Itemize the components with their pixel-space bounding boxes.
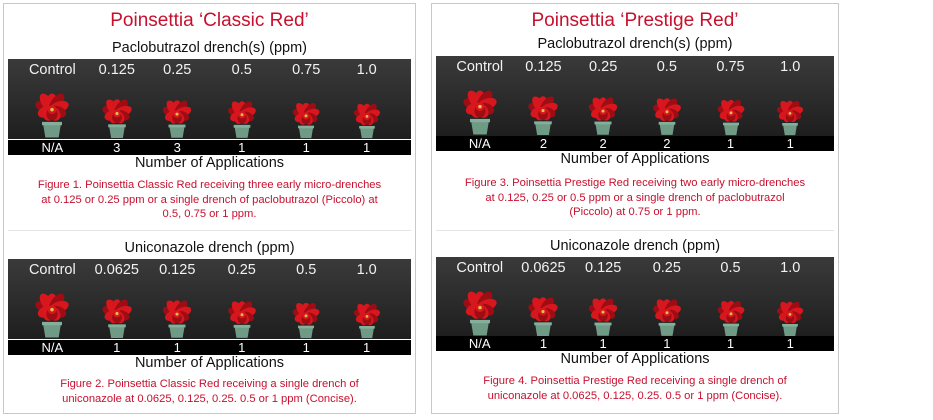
application-count: 2	[539, 136, 548, 151]
divider	[8, 230, 411, 231]
rate-label: 0.5	[720, 260, 741, 276]
rate-label: Control	[456, 59, 504, 75]
poinsettia-plant-image	[578, 293, 629, 337]
poinsettia-plant-image	[217, 96, 267, 139]
poinsettia-plant-image	[706, 296, 755, 337]
caption-line: Figure 4. Poinsettia Prestige Red receiving a single drench of	[483, 375, 787, 387]
figure-caption	[12, 178, 407, 222]
poinsettia-plant-image	[642, 93, 692, 136]
treatment-heading: Paclobutrazol drench(s) (ppm)	[537, 36, 733, 52]
treatment-heading: Paclobutrazol drench(s) (ppm)	[111, 40, 308, 56]
rate-label: 0.5	[656, 59, 677, 75]
application-count: N/A	[468, 136, 491, 151]
poinsettia-plant-image	[767, 297, 814, 337]
plant-photo	[8, 59, 411, 139]
applications-label: Number of Applications	[560, 151, 710, 167]
application-count: 1	[663, 336, 671, 351]
applications-label: Number of Applications	[134, 355, 285, 371]
plant-photo	[436, 56, 834, 136]
application-count: 1	[238, 340, 246, 355]
applications-bar	[436, 336, 834, 351]
rate-label: 0.5	[231, 62, 252, 78]
poinsettia-plant-image	[767, 96, 814, 136]
application-count: 1	[599, 336, 607, 351]
panel-title: Poinsettia ‘Classic Red’	[110, 10, 309, 31]
poinsettia-plant-image	[642, 294, 692, 337]
figure-caption	[440, 176, 830, 220]
rate-label: 0.25	[163, 62, 192, 78]
rate-label: 0.125	[98, 62, 135, 78]
poinsettia-plant-image	[517, 91, 570, 136]
panel-classic-red	[3, 3, 416, 414]
treatment-heading: Uniconazole drench (ppm)	[124, 240, 295, 256]
rate-label: 0.125	[585, 260, 622, 276]
rate-label: Control	[28, 62, 76, 78]
poinsettia-plant-image	[578, 92, 629, 136]
rate-label: 0.25	[589, 59, 618, 75]
poinsettia-plant-image	[282, 298, 331, 339]
plant-photo	[8, 259, 411, 339]
poinsettia-plant-image	[22, 87, 82, 139]
application-count: 1	[302, 140, 310, 155]
caption-line: (Piccolo) at 0.75 or 1 ppm.	[569, 206, 701, 218]
caption-line: at 0.125 or 0.25 ppm or a single drench of paclobutrazol (Piccolo) at	[41, 193, 378, 206]
poinsettia-plant-image	[90, 294, 143, 339]
poinsettia-plant-image	[152, 95, 203, 139]
rate-label: 0.0625	[94, 262, 139, 278]
poinsettia-plant-image	[217, 296, 267, 339]
application-count: N/A	[468, 336, 491, 351]
poinsettia-plant-image	[517, 292, 570, 337]
application-count: 2	[599, 136, 607, 151]
applications-label: Number of Applications	[134, 155, 285, 171]
poinsettia-plant-image	[706, 95, 755, 136]
application-count: 1	[786, 336, 794, 351]
applications-label: Number of Applications	[560, 351, 710, 367]
application-count: 3	[113, 140, 121, 155]
application-count: 1	[173, 340, 181, 355]
caption-line: Figure 2. Poinsettia Classic Red receiving a single drench of	[60, 378, 359, 390]
rate-label: 1.0	[356, 262, 377, 278]
caption-line: Figure 1. Poinsettia Classic Red receiving three early micro-drenches	[37, 179, 382, 191]
plant-photo	[436, 257, 834, 337]
poinsettia-plant-image	[450, 84, 510, 136]
application-count: 1	[238, 140, 246, 155]
application-count: 1	[363, 140, 371, 155]
application-count: 1	[726, 336, 735, 351]
application-count: 1	[539, 336, 548, 351]
divider	[436, 230, 834, 231]
caption-line: uniconazole at 0.0625, 0.125, 0.25. 0.5 or 1 ppm (Concise).	[62, 392, 357, 405]
poinsettia-plant-image	[90, 94, 143, 139]
rate-label: 1.0	[356, 62, 377, 78]
figure-caption	[12, 377, 407, 406]
rate-label: 0.25	[652, 260, 681, 276]
panel-prestige-red	[431, 3, 839, 414]
application-count: 3	[173, 140, 181, 155]
poinsettia-plant-image	[343, 99, 390, 139]
caption-line: 0.5, 0.75 or 1 ppm.	[162, 208, 257, 220]
treatment-heading: Uniconazole drench (ppm)	[549, 238, 721, 254]
poinsettia-plant-image	[152, 295, 203, 339]
rate-label: 1.0	[780, 59, 801, 75]
rate-label: Control	[456, 260, 504, 276]
applications-bar	[8, 340, 411, 355]
poinsettia-plant-image	[282, 98, 331, 139]
application-count: 1	[786, 136, 794, 151]
rate-label: 0.75	[292, 62, 321, 78]
poinsettia-plant-image	[343, 299, 390, 339]
panel-title: Poinsettia ‘Prestige Red’	[531, 10, 739, 31]
application-count: 1	[302, 340, 310, 355]
application-count: 1	[113, 340, 121, 355]
caption-line: Figure 3. Poinsettia Prestige Red receiving two early micro-drenches	[464, 177, 806, 189]
applications-bar	[8, 140, 411, 155]
rate-label: Control	[28, 262, 76, 278]
applications-bar	[436, 136, 834, 151]
rate-label: 0.75	[716, 59, 745, 75]
poinsettia-plant-image	[450, 285, 510, 337]
caption-line: at 0.125, 0.25 or 0.5 ppm or a single drench of paclobutrazol	[485, 191, 785, 204]
application-count: 1	[363, 340, 371, 355]
application-count: 1	[726, 136, 735, 151]
rate-label: 0.0625	[521, 260, 566, 276]
rate-label: 1.0	[780, 260, 801, 276]
rate-label: 0.125	[525, 59, 562, 75]
figure-caption	[440, 374, 830, 403]
poinsettia-plant-image	[22, 287, 82, 339]
caption-line: uniconazole at 0.0625, 0.125, 0.25. 0.5 or 1 ppm (Concise).	[487, 389, 783, 402]
application-count: N/A	[41, 140, 64, 155]
application-count: 2	[663, 136, 671, 151]
application-count: N/A	[41, 340, 64, 355]
rate-label: 0.25	[227, 262, 256, 278]
rate-label: 0.5	[296, 262, 317, 278]
rate-label: 0.125	[159, 262, 196, 278]
